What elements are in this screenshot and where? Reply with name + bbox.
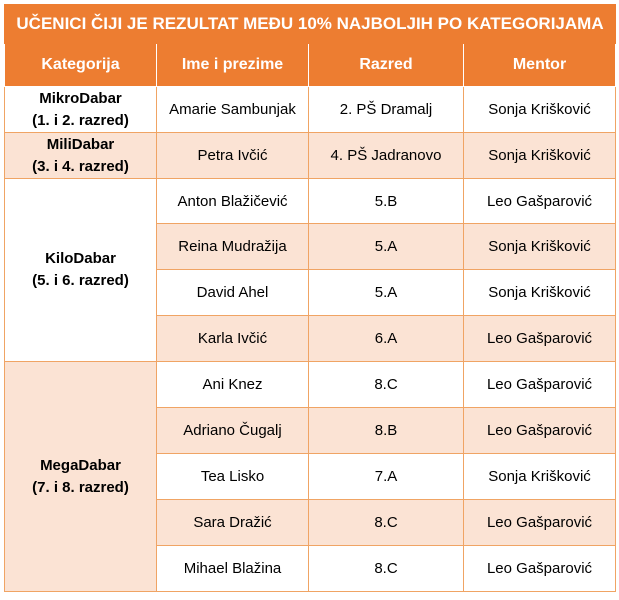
student-name: Karla Ivčić: [157, 316, 309, 362]
student-mentor: Leo Gašparović: [464, 500, 616, 546]
student-mentor: Sonja Krišković: [464, 270, 616, 316]
category-grades: (7. i 8. razred): [32, 478, 129, 496]
student-name: Mihael Blažina: [157, 546, 309, 592]
student-mentor: Leo Gašparović: [464, 408, 616, 454]
student-name: David Ahel: [157, 270, 309, 316]
table-row: [5, 133, 616, 179]
student-mentor: Leo Gašparović: [464, 179, 616, 224]
student-name: Anton Blažičević: [157, 179, 309, 224]
student-class: 7.A: [309, 454, 464, 500]
category-name: MikroDabar: [39, 89, 122, 107]
student-mentor: Sonja Krišković: [464, 454, 616, 500]
student-mentor: Leo Gašparović: [464, 316, 616, 362]
student-name: Sara Dražić: [157, 500, 309, 546]
category-grades: (5. i 6. razred): [32, 272, 129, 289]
student-class: 5.A: [309, 224, 464, 270]
student-mentor: Sonja Krišković: [464, 224, 616, 270]
student-name: Reina Mudražija: [157, 224, 309, 270]
header-row: [5, 44, 616, 87]
category-name: MiliDabar: [46, 135, 115, 153]
student-class: 2. PŠ Dramalj: [309, 87, 464, 133]
student-class: 8.C: [309, 500, 464, 546]
category-cell-megadabar: [5, 362, 157, 592]
table-row: [5, 179, 616, 224]
student-class: 6.A: [309, 316, 464, 362]
category-grades: (1. i 2. razred): [32, 111, 129, 129]
category-cell-mikrodabar: [5, 87, 157, 133]
table-row: [5, 362, 616, 408]
student-class: 5.B: [309, 179, 464, 224]
student-name: Ani Knez: [157, 362, 309, 408]
student-mentor: Leo Gašparović: [464, 546, 616, 592]
student-mentor: Sonja Krišković: [464, 87, 616, 133]
student-mentor: Leo Gašparović: [464, 362, 616, 408]
student-class: 5.A: [309, 270, 464, 316]
student-name: Petra Ivčić: [157, 133, 309, 179]
student-class: 8.C: [309, 546, 464, 592]
student-mentor: Sonja Krišković: [464, 133, 616, 179]
results-table: [4, 4, 616, 592]
table-title: UČENICI ČIJI JE REZULTAT MEĐU 10% NAJBOLJIH PO KATEGORIJAMA: [5, 5, 616, 44]
student-name: Amarie Sambunjak: [157, 87, 309, 133]
student-class: 8.B: [309, 408, 464, 454]
student-name: Tea Lisko: [157, 454, 309, 500]
category-grades: (3. i 4. razred): [32, 157, 129, 175]
student-class: 8.C: [309, 362, 464, 408]
student-class: 4. PŠ Jadranovo: [309, 133, 464, 179]
category-name: KiloDabar: [45, 250, 116, 267]
header-name: Ime i prezime: [157, 44, 309, 87]
student-name: Adriano Čugalj: [157, 408, 309, 454]
category-cell-kilodabar: [5, 179, 157, 362]
category-cell-milidabar: [5, 133, 157, 179]
header-mentor: Mentor: [464, 44, 616, 87]
header-category: Kategorija: [5, 44, 157, 87]
table-row: [5, 87, 616, 133]
results-table-container: [4, 4, 615, 592]
category-name: MegaDabar: [40, 456, 121, 474]
header-class: Razred: [309, 44, 464, 87]
